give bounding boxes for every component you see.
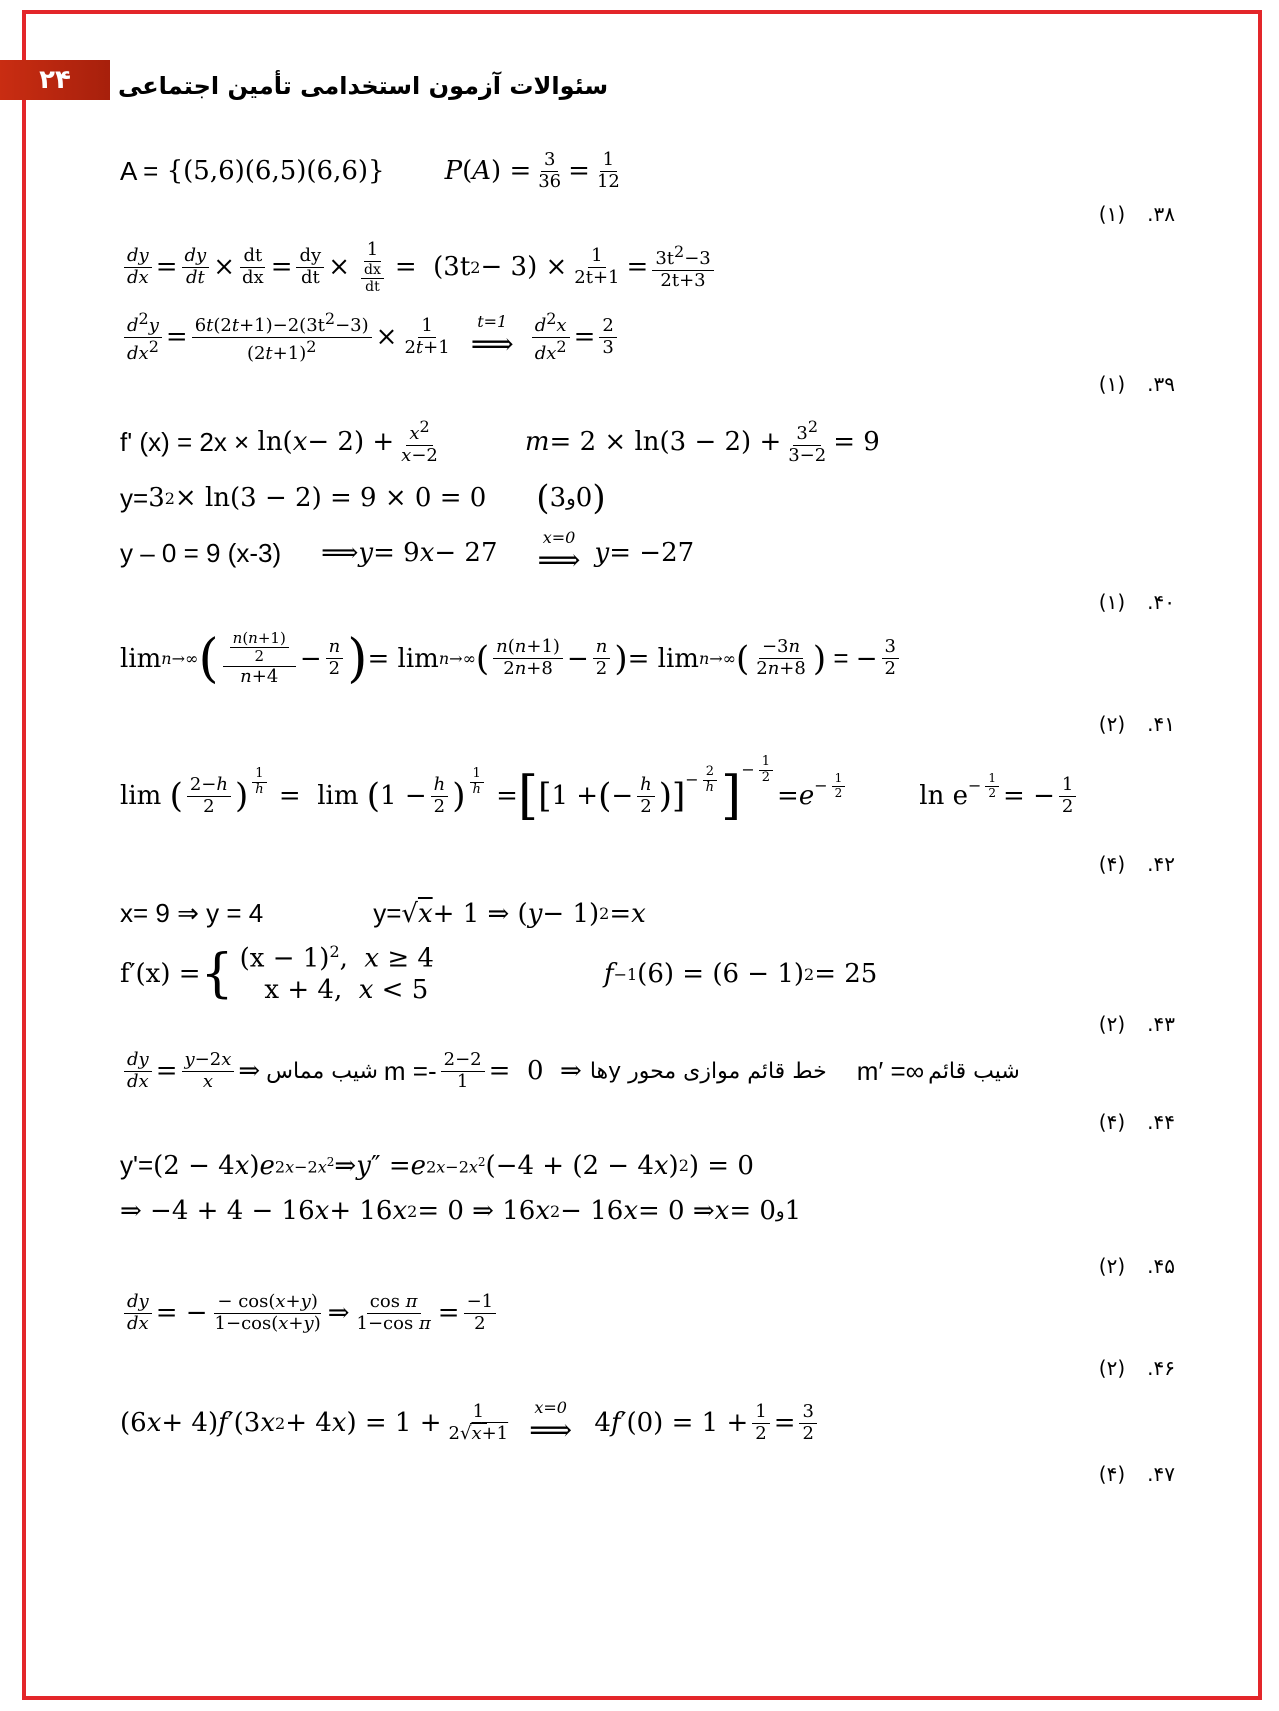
equation-q43-line1: x= 9 ⇒ y = 4 y= √ x + 1 ⇒ ( y − 1) 2 = x xyxy=(120,898,646,929)
equation-q44: $\frac{dy}{dx}$ = $\frac{y-2x}{x}$ ⇒ شیب مماس m =- $\frac{2-2}{1}$ = 0 ⇒ خط قائم موازی محور yها m′ =∞ شیب قائم xyxy=(120,1050,1020,1092)
equation-q45-line2: ⇒ −4 + 4 − 16 x + 16 x 2 = 0 ⇒ 16 x 2 − 16 x = 0 ⇒ x = 0 و 1 xyxy=(120,1196,802,1226)
answer-q43: (۲) .۴۳ xyxy=(1098,1012,1175,1036)
equation-q40-line1: f' (x) = 2x × ln( x − 2) + $\frac{x^2}{x-2}$ m = 2 × ln(3 − 2) + $\frac{3^2}{3-2}$ = 9 xyxy=(120,417,880,466)
equation-q43-line2: f′(x) = { $(x - 1)^2$, x ≥ 4 x + 4, x < 5 f −1 (6) = (6 − 1) 2 = 25 xyxy=(120,942,878,1005)
answer-q42: (۴) .۴۲ xyxy=(1098,852,1175,876)
answer-q44: (۴) .۴۴ xyxy=(1098,1110,1175,1134)
equation-q40-line2: y= 3 2 × ln(3 − 2) = 9 × 0 = 0 ( 3 و 0 ) xyxy=(120,478,606,518)
equation-q39-line2: $\frac{d^2y}{dx^2}$ = $\frac{6t(2t+1)-2(3t^2-3)}{(2t+1)^2}$ × $\frac{1}{2t+1}$ t=1 ⟹ $\frac{d^2x}{dx^2}$ = $\frac{2}{3}$ xyxy=(120,310,621,364)
normal-line-label: خط قائم موازی محور yها xyxy=(589,1058,827,1084)
equation-q45-line1: y'= (2 − 4 x ) e $2x-2x^2$ ⇒ y ″ = e $2x-2x^2$ (−4 + (2 − 4 x ) 2 ) = 0 xyxy=(120,1150,754,1181)
answer-q40: (۱) .۴۰ xyxy=(1098,590,1175,614)
page-title: سئوالات آزمون استخدامی تأمین اجتماعی xyxy=(118,72,609,100)
page-number-badge xyxy=(0,60,110,100)
slope-tangent-label: شیب مماس xyxy=(266,1058,378,1084)
equation-q39-line1: $\frac{dy}{dx}$ = $\frac{dy}{dt}$ × $\frac{dt}{dx}$ = $\frac{dy}{dt}$ × $\frac{1}{\frac{dx}{dt}}$ = (3t 2 − 3) × $\frac{1}{2t+1}$ = $\frac{3t^2-3}{2t+3}$ xyxy=(120,240,718,295)
equation-q41: lim n→∞ ( $\frac{\frac{n(n+1)}{2}}{n+4}$ − $\frac{n}{2}$ ) = lim n→∞ ( $\frac{n(n+1)}{2n+8}$ − $\frac{n}{2}$ ) = lim n→∞ ( $\frac{-3n}{2n+8}$ ) = − $\frac{3}{2}$ xyxy=(120,630,903,687)
answer-q41: (۲) .۴۱ xyxy=(1098,712,1175,736)
equation-q42: lim ( $\frac{2-h}{2}$ ) $^{\frac{1}{h}}$ = lim ( 1 − $\frac{h}{2}$ ) $^{\frac{1}{h}}$ = [ [ 1 + ( − $\frac{h}{2}$ ) ] $^{- \frac{2}{h}}$ ] $^{- \frac{1}{2}}$ = e $^{- \frac{1}{2}}$ ln e $^{- \frac{1}{2}}$ = − $\frac{1}{2}$ xyxy=(120,770,1080,822)
equation-q40-line3: y – 0 = 9 (x-3) ⟹ y = 9 x − 27 x=0 ⟹ y = −27 xyxy=(120,528,695,578)
slope-normal-label: شیب قائم xyxy=(928,1058,1020,1084)
answer-q47: (۴) .۴۷ xyxy=(1098,1462,1175,1486)
equation-q38: A = {(5,6)(6,5)(6,6)} P ( A ) = $\frac{3}{36}$ = $\frac{1}{12}$ xyxy=(120,149,620,192)
equation-q47: (6 x + 4) f ′(3 x 2 + 4 x ) = 1 + $\frac{1}{2√x+1}$ x=0 ⟹ 4 f ′(0) = 1 + $\frac{1}{2}$ = $\frac{3}{2}$ xyxy=(120,1400,821,1446)
answer-q39: (۱) .۳۹ xyxy=(1098,372,1175,396)
answer-q38: (۱) .۳۸ xyxy=(1098,202,1175,226)
answer-q46: (۲) .۴۶ xyxy=(1098,1356,1175,1380)
answer-q45: (۲) .۴۵ xyxy=(1098,1254,1175,1278)
page-number: ۲۴ xyxy=(39,65,71,95)
equation-q46: $\frac{dy}{dx}$ = − $\frac{- \cos(x+y)}{1-\cos(x+y)}$ ⇒ $\frac{\text{cos π}}{\text{1−cos π}}$ = $\frac{-1}{2}$ xyxy=(120,1292,500,1334)
